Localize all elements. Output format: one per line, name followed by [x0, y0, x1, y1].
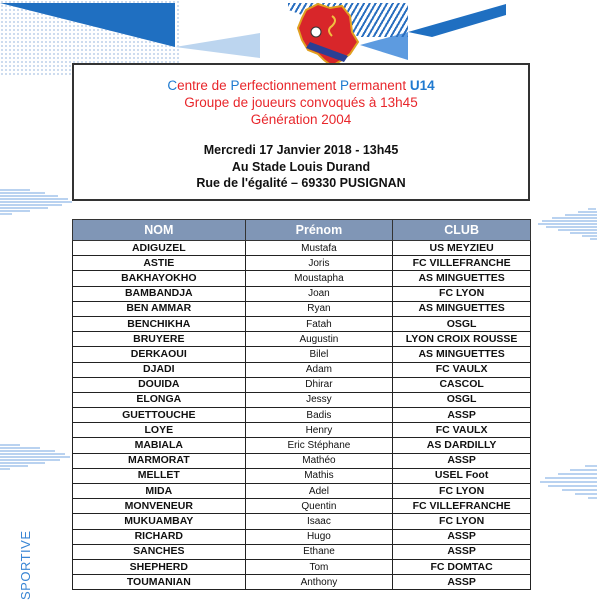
player-last-name: MARMORAT	[73, 453, 246, 468]
table-row	[73, 468, 531, 483]
player-club: AS DARDILLY	[393, 438, 531, 453]
player-last-name: ADIGUZEL	[73, 241, 246, 256]
title-initial-c: C	[167, 78, 178, 93]
player-club: CASCOL	[393, 377, 531, 392]
player-first-name: Henry	[245, 423, 393, 438]
player-first-name: Joris	[245, 256, 393, 271]
player-club: ASSP	[393, 544, 531, 559]
player-first-name: Adam	[245, 362, 393, 377]
player-first-name: Dhirar	[245, 377, 393, 392]
table-header-row	[73, 220, 531, 241]
player-last-name: MELLET	[73, 468, 246, 483]
players-table	[72, 219, 531, 590]
player-first-name: Quentin	[245, 499, 393, 514]
player-last-name: SHEPHERD	[73, 559, 246, 574]
player-last-name: ELONGA	[73, 392, 246, 407]
player-last-name: SANCHES	[73, 544, 246, 559]
player-club: FC LYON	[393, 484, 531, 499]
generation-label: Génération 2004	[250, 112, 352, 127]
table-row	[73, 256, 531, 271]
player-first-name: Tom	[245, 559, 393, 574]
player-first-name: Isaac	[245, 514, 393, 529]
table-row	[73, 362, 531, 377]
table-row	[73, 286, 531, 301]
player-first-name: Eric Stéphane	[245, 438, 393, 453]
player-last-name: BAMBANDJA	[73, 286, 246, 301]
player-last-name: BENCHIKHA	[73, 316, 246, 331]
player-club: FC VAULX	[393, 423, 531, 438]
player-first-name: Ethane	[245, 544, 393, 559]
player-last-name: DERKAOUI	[73, 347, 246, 362]
event-info	[74, 142, 528, 192]
player-last-name: TOUMANIAN	[73, 575, 246, 590]
player-club: US MEYZIEU	[393, 241, 531, 256]
title-part: erfectionnement	[239, 78, 341, 93]
column-header-prenom: Prénom	[245, 220, 393, 241]
player-first-name: Mustafa	[245, 241, 393, 256]
player-last-name: GUETTOUCHE	[73, 408, 246, 423]
player-last-name: MONVENEUR	[73, 499, 246, 514]
table-row	[73, 529, 531, 544]
table-row	[73, 392, 531, 407]
player-club: OSGL	[393, 316, 531, 331]
player-first-name: Joan	[245, 286, 393, 301]
player-club: FC VILLEFRANCHE	[393, 256, 531, 271]
district-crest-logo	[292, 2, 372, 68]
column-header-nom: NOM	[73, 220, 246, 241]
table-row	[73, 332, 531, 347]
player-club: AS MINGUETTES	[393, 271, 531, 286]
table-row	[73, 575, 531, 590]
player-last-name: LOYE	[73, 423, 246, 438]
player-club: AS MINGUETTES	[393, 301, 531, 316]
player-first-name: Moustapha	[245, 271, 393, 286]
table-row	[73, 544, 531, 559]
table-row	[73, 423, 531, 438]
side-vertical-label: SPORTIVE	[18, 530, 33, 600]
player-club: ASSP	[393, 529, 531, 544]
column-header-club: CLUB	[393, 220, 531, 241]
player-last-name: MIDA	[73, 484, 246, 499]
program-title	[74, 77, 528, 94]
player-last-name: MABIALA	[73, 438, 246, 453]
player-club: AS MINGUETTES	[393, 347, 531, 362]
title-part: entre de	[177, 78, 231, 93]
player-first-name: Adel	[245, 484, 393, 499]
player-last-name: RICHARD	[73, 529, 246, 544]
table-row	[73, 453, 531, 468]
title-initial-p: P	[230, 78, 240, 93]
table-row	[73, 271, 531, 286]
event-date-time: Mercredi 17 Janvier 2018 - 13h45	[203, 143, 399, 157]
player-club: OSGL	[393, 392, 531, 407]
player-last-name: ASTIE	[73, 256, 246, 271]
player-club: USEL Foot	[393, 468, 531, 483]
player-last-name: BEN AMMAR	[73, 301, 246, 316]
player-first-name: Ryan	[245, 301, 393, 316]
table-row	[73, 438, 531, 453]
table-row	[73, 347, 531, 362]
table-row	[73, 484, 531, 499]
player-club: ASSP	[393, 408, 531, 423]
player-club: FC VILLEFRANCHE	[393, 499, 531, 514]
table-row	[73, 559, 531, 574]
table-row	[73, 408, 531, 423]
table-row	[73, 377, 531, 392]
table-row	[73, 499, 531, 514]
player-club: ASSP	[393, 453, 531, 468]
player-first-name: Badis	[245, 408, 393, 423]
table-row	[73, 241, 531, 256]
title-category: U14	[409, 78, 435, 93]
player-club: FC VAULX	[393, 362, 531, 377]
player-club: FC DOMTAC	[393, 559, 531, 574]
player-first-name: Hugo	[245, 529, 393, 544]
player-last-name: BAKHAYOKHO	[73, 271, 246, 286]
group-subtitle: Groupe de joueurs convoqués à 13h45	[184, 95, 418, 110]
player-club: FC LYON	[393, 286, 531, 301]
player-first-name: Mathéo	[245, 453, 393, 468]
convocation-header	[72, 63, 530, 201]
player-first-name: Fatah	[245, 316, 393, 331]
player-club: FC LYON	[393, 514, 531, 529]
player-club: LYON CROIX ROUSSE	[393, 332, 531, 347]
title-part: ermanent	[349, 78, 410, 93]
player-first-name: Anthony	[245, 575, 393, 590]
table-row	[73, 316, 531, 331]
player-last-name: MUKUAMBAY	[73, 514, 246, 529]
player-first-name: Mathis	[245, 468, 393, 483]
player-last-name: DOUIDA	[73, 377, 246, 392]
player-first-name: Jessy	[245, 392, 393, 407]
player-last-name: BRUYERE	[73, 332, 246, 347]
table-row	[73, 514, 531, 529]
player-first-name: Augustin	[245, 332, 393, 347]
player-last-name: DJADI	[73, 362, 246, 377]
title-initial-p: P	[340, 78, 350, 93]
event-address: Rue de l'égalité – 69330 PUSIGNAN	[196, 176, 406, 190]
table-row	[73, 301, 531, 316]
player-club: ASSP	[393, 575, 531, 590]
event-venue: Au Stade Louis Durand	[231, 159, 371, 174]
player-first-name: Bilel	[245, 347, 393, 362]
